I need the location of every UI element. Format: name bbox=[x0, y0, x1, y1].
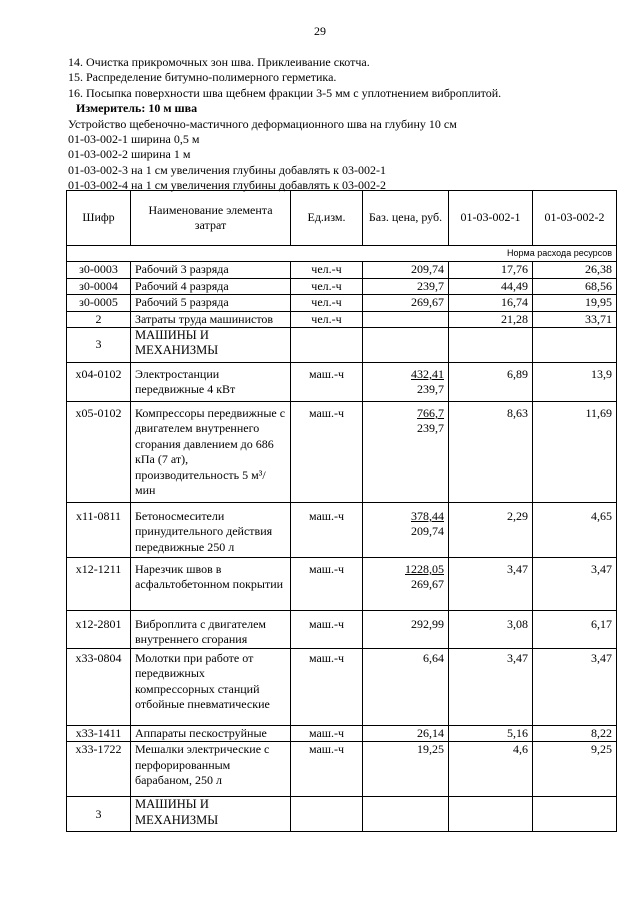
row-name: Молотки при работе от передвижных компрессорных станций отбойные пневматические bbox=[131, 648, 291, 725]
table-row bbox=[67, 295, 617, 311]
price-main: 766,7 bbox=[417, 406, 444, 421]
row-unit: чел.-ч bbox=[291, 262, 363, 278]
row-unit: маш.-ч bbox=[291, 363, 363, 402]
header-col2: 01-03-002-2 bbox=[533, 191, 617, 246]
row-price: 292,99 bbox=[363, 611, 449, 649]
section-title: МАШИНЫ И МЕХАНИЗМЫ bbox=[131, 797, 291, 832]
row-v2: 19,95 bbox=[533, 295, 617, 311]
row-v2: 4,65 bbox=[533, 503, 617, 558]
row-name: Бетоносмесители принудительного действия передвижные 250 л bbox=[131, 503, 291, 558]
row-name: Рабочий 5 разряда bbox=[131, 295, 291, 311]
meter-label: Измеритель: 10 м шва bbox=[76, 101, 198, 116]
header-unit: Ед.изм. bbox=[291, 191, 363, 246]
page-number: 29 bbox=[314, 24, 326, 38]
empty-cell bbox=[449, 797, 533, 832]
empty-cell bbox=[291, 797, 363, 832]
row-unit: маш.-ч bbox=[291, 611, 363, 649]
header-col1: 01-03-002-1 bbox=[449, 191, 533, 246]
row-v2: 26,38 bbox=[533, 262, 617, 278]
row-price: 26,14 bbox=[363, 725, 449, 741]
empty-cell bbox=[533, 328, 617, 363]
row-v2: 6,17 bbox=[533, 611, 617, 649]
row-v2: 9,25 bbox=[533, 742, 617, 797]
row-price: 269,67 bbox=[363, 295, 449, 311]
row-price: 6,64 bbox=[363, 648, 449, 725]
table-header bbox=[67, 191, 617, 246]
row-price: 19,25 bbox=[363, 742, 449, 797]
row-v1: 17,76 bbox=[449, 262, 533, 278]
price-sub: 269,67 bbox=[411, 577, 444, 592]
empty-cell bbox=[449, 328, 533, 363]
header-code: Шифр bbox=[67, 191, 131, 246]
row-unit: маш.-ч bbox=[291, 503, 363, 558]
section-title: МАШИНЫ И МЕХАНИЗМЫ bbox=[131, 328, 291, 363]
section-header bbox=[67, 328, 617, 363]
section-header bbox=[67, 797, 617, 832]
price-sub: 239,7 bbox=[417, 382, 444, 397]
row-code: х11-0811 bbox=[67, 503, 131, 558]
row-price bbox=[363, 558, 449, 611]
row-name: Мешалки электрические с перфорированным барабаном, 250 л bbox=[131, 742, 291, 797]
row-unit: чел.-ч bbox=[291, 311, 363, 327]
row-code: з0-0005 bbox=[67, 295, 131, 311]
step-14: 14. Очистка прикромочных зон шва. Приклеивание скотча. bbox=[68, 55, 370, 69]
row-name: Компрессоры передвижные с двигателем внутреннего сгорания давлением до 686 кПа (7 ат), производительность 5 м³/мин bbox=[131, 402, 291, 503]
row-unit: маш.-ч bbox=[291, 402, 363, 503]
section-code: 3 bbox=[67, 797, 131, 832]
row-v1: 8,63 bbox=[449, 402, 533, 503]
row-name: Рабочий 3 разряда bbox=[131, 262, 291, 278]
row-code: х33-1411 bbox=[67, 725, 131, 741]
row-v2: 3,47 bbox=[533, 648, 617, 725]
empty-cell bbox=[533, 797, 617, 832]
row-price bbox=[363, 363, 449, 402]
table-row bbox=[67, 742, 617, 797]
row-code: х33-0804 bbox=[67, 648, 131, 725]
row-code: з0-0004 bbox=[67, 278, 131, 294]
header-price: Баз. цена, руб. bbox=[363, 191, 449, 246]
row-code: х33-1722 bbox=[67, 742, 131, 797]
work-description: Устройство щебеночно-мастичного деформационного шва на глубину 10 см bbox=[68, 116, 457, 131]
price-sub: 209,74 bbox=[411, 524, 444, 539]
section-code: 3 bbox=[67, 328, 131, 363]
row-price: 209,74 bbox=[363, 262, 449, 278]
variant-3: 01-03-002-3 на 1 см увеличения глубины добавлять к 03-002-1 bbox=[68, 162, 386, 177]
row-v1: 2,29 bbox=[449, 503, 533, 558]
table-row bbox=[67, 611, 617, 649]
table-row bbox=[67, 278, 617, 294]
row-price: 239,7 bbox=[363, 278, 449, 294]
row-name: Аппараты пескоструйные bbox=[131, 725, 291, 741]
row-v1: 3,47 bbox=[449, 648, 533, 725]
empty-cell bbox=[291, 328, 363, 363]
row-v1: 4,6 bbox=[449, 742, 533, 797]
table-row bbox=[67, 558, 617, 611]
price-sub: 239,7 bbox=[417, 421, 444, 436]
norm-row bbox=[67, 246, 617, 262]
price-main: 378,44 bbox=[411, 509, 444, 524]
row-v1: 21,28 bbox=[449, 311, 533, 327]
row-v2: 3,47 bbox=[533, 558, 617, 611]
step-16: 16. Посыпка поверхности шва щебнем фракции 3-5 мм с уплотнением виброплитой. bbox=[68, 85, 502, 100]
row-v2: 11,69 bbox=[533, 402, 617, 503]
machinist-row bbox=[67, 311, 617, 327]
row-code: х05-0102 bbox=[67, 402, 131, 503]
row-unit: чел.-ч bbox=[291, 295, 363, 311]
row-name: Электростанции передвижные 4 кВт bbox=[131, 363, 291, 402]
row-v2: 13,9 bbox=[533, 363, 617, 402]
table-row bbox=[67, 402, 617, 503]
empty-cell bbox=[363, 797, 449, 832]
table-row bbox=[67, 503, 617, 558]
row-v1: 3,08 bbox=[449, 611, 533, 649]
empty-cell bbox=[363, 328, 449, 363]
row-unit: чел.-ч bbox=[291, 278, 363, 294]
row-name: Рабочий 4 разряда bbox=[131, 278, 291, 294]
row-unit: маш.-ч bbox=[291, 648, 363, 725]
row-v2: 68,56 bbox=[533, 278, 617, 294]
resource-table bbox=[66, 190, 617, 832]
table-row bbox=[67, 262, 617, 278]
header-name: Наименование элемента затрат bbox=[131, 191, 291, 246]
row-price bbox=[363, 503, 449, 558]
row-v1: 44,49 bbox=[449, 278, 533, 294]
row-code: з0-0003 bbox=[67, 262, 131, 278]
row-v1: 6,89 bbox=[449, 363, 533, 402]
row-v2: 8,22 bbox=[533, 725, 617, 741]
price-main: 432,41 bbox=[411, 367, 444, 382]
norm-label: Норма расхода ресурсов bbox=[67, 246, 617, 262]
variant-2: 01-03-002-2 ширина 1 м bbox=[68, 147, 191, 162]
row-code: х12-2801 bbox=[67, 611, 131, 649]
table-row bbox=[67, 725, 617, 741]
row-price bbox=[363, 402, 449, 503]
row-v1: 16,74 bbox=[449, 295, 533, 311]
row-v1: 3,47 bbox=[449, 558, 533, 611]
row-v1: 5,16 bbox=[449, 725, 533, 741]
row-price bbox=[363, 311, 449, 327]
price-main: 1228,05 bbox=[405, 562, 444, 577]
row-name: Затраты труда машинистов bbox=[131, 311, 291, 327]
row-unit: маш.-ч bbox=[291, 725, 363, 741]
row-code: 2 bbox=[67, 311, 131, 327]
row-code: х04-0102 bbox=[67, 363, 131, 402]
row-unit: маш.-ч bbox=[291, 558, 363, 611]
row-name: Виброплита с двигателем внутреннего сгорания bbox=[131, 611, 291, 649]
step-15: 15. Распределение битумно-полимерного герметика. bbox=[68, 70, 337, 85]
table-row bbox=[67, 363, 617, 402]
intro-block bbox=[68, 55, 628, 194]
row-code: х12-1211 bbox=[67, 558, 131, 611]
row-unit: маш.-ч bbox=[291, 742, 363, 797]
row-v2: 33,71 bbox=[533, 311, 617, 327]
table-row bbox=[67, 648, 617, 725]
row-name: Нарезчик швов в асфальтобетонном покрытии bbox=[131, 558, 291, 611]
variant-1: 01-03-002-1 ширина 0,5 м bbox=[68, 132, 200, 147]
variant-4: 01-03-002-4 на 1 см увеличения глубины добавлять к 03-002-2 bbox=[68, 178, 386, 193]
